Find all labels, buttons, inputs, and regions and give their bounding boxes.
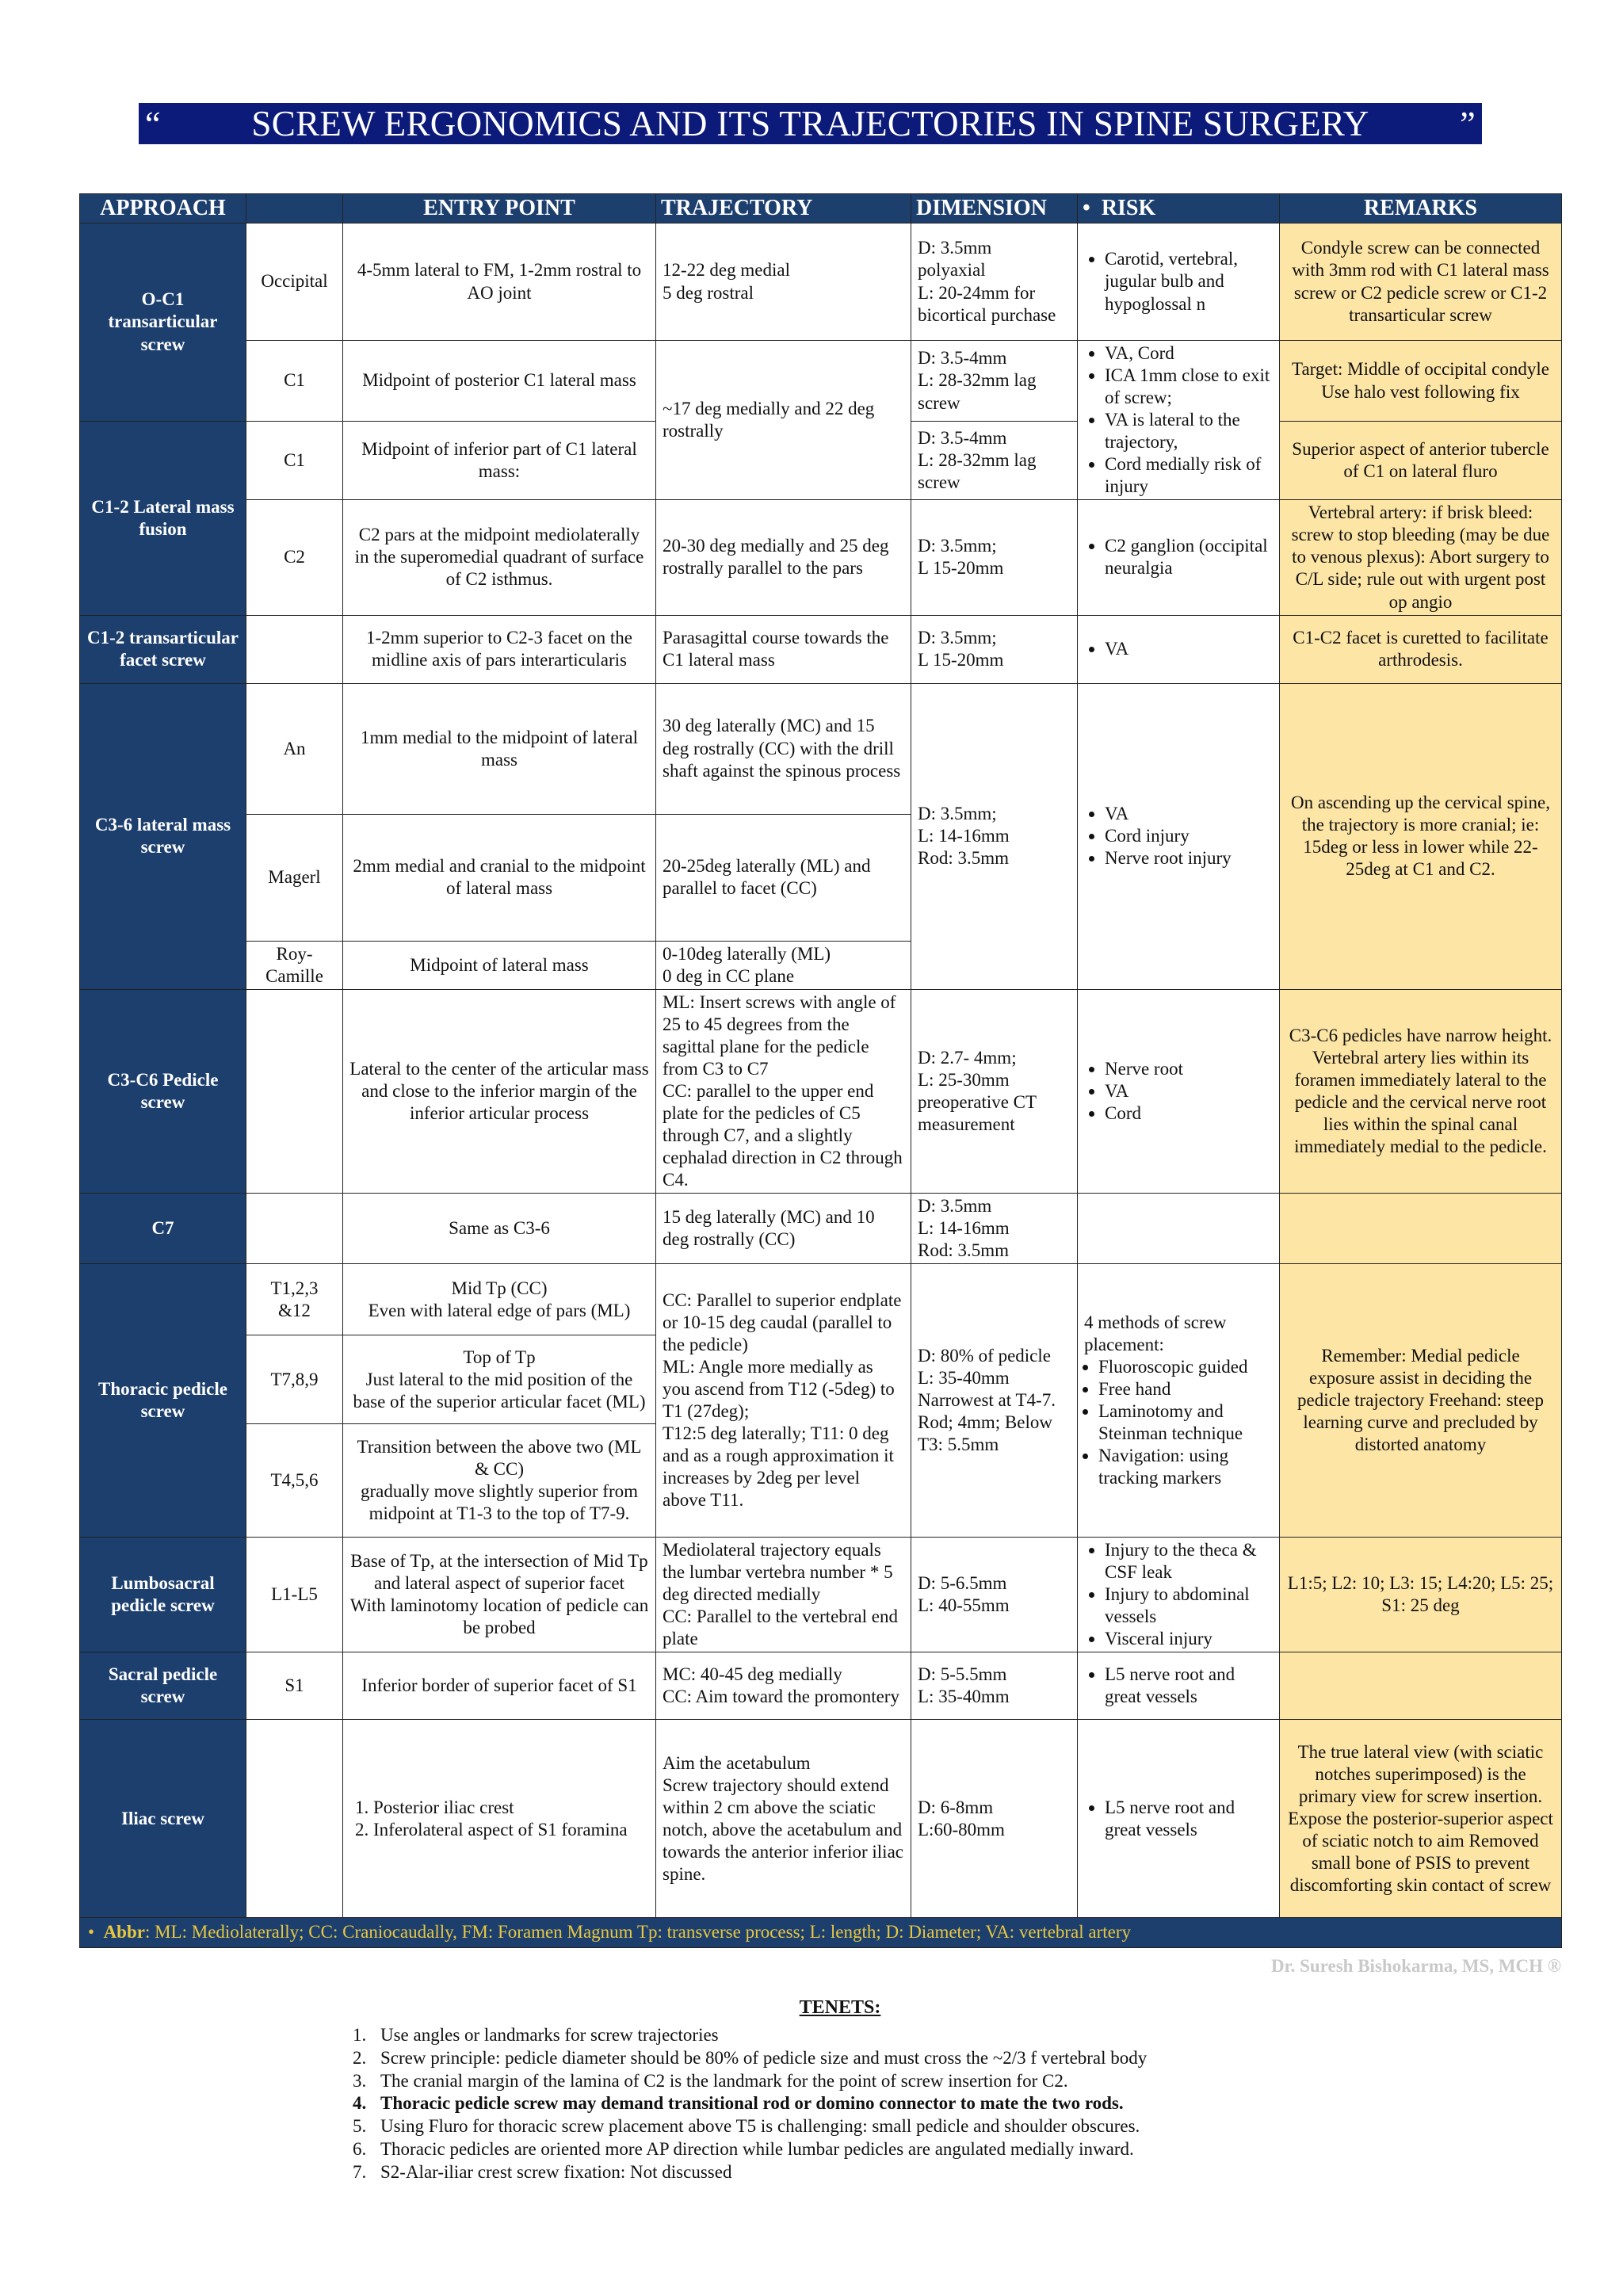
entry-point-cell: 1-2mm superior to C2-3 facet on the midline axis of pars interarticularis [343,615,656,683]
abbreviations-cell: • Abbr: ML: Mediolaterally; CC: Craniocaudally, FM: Foramen Magnum Tp: transverse process; L: length; D: Diameter; VA: vertebral artery [80,1918,1562,1947]
risk-cell [1078,615,1280,683]
table-row [80,1720,1562,1918]
entry-point-cell: 1mm medial to the midpoint of lateral mass [343,683,656,814]
trajectory-cell: 30 deg laterally (MC) and 15 deg rostrally (CC) with the drill shaft against the spinous process [656,683,911,814]
table-row [80,683,1562,814]
risk-item: • VA [1105,803,1273,825]
remarks-cell: On ascending up the cervical spine, the trajectory is more cranial; ie: 15deg or less in lower while 22-25deg at C1 and C2. [1280,683,1562,989]
dimension-cell [911,341,1078,422]
entry-point-cell [343,1424,656,1538]
dimension-cell [911,615,1078,683]
dimension-line: D: 3.5-4mm [918,428,1007,449]
screw-trajectory-table [79,193,1562,1948]
trajectory-cell: 20-30 deg medially and 25 deg rostrally parallel to the pars [656,500,911,615]
entry-line: Even with lateral edge of pars (ML) [368,1300,631,1320]
trajectory-line: Aim the acetabulum [663,1752,811,1773]
dimension-cell [911,1652,1078,1720]
trajectory-cell [656,1264,911,1538]
trajectory-cell [656,223,911,341]
abbr-label: Abbr [103,1922,145,1943]
tenet-item: 6. Thoracic pedicles are oriented more AP direction while lumbar pedicles are angulated medially inward. [371,2138,1331,2161]
risk-cell [1078,1720,1280,1918]
remarks-cell: Remember: Medial pedicle exposure assist in deciding the pedicle trajectory Freehand: steep learning curve and precluded by distorted anatomy [1280,1264,1562,1538]
tenet-item: 3. The cranial margin of the lamina of C2 is the landmark for the point of screw insertion for C2. [371,2070,1331,2093]
risk-item: • VA [1105,1080,1273,1102]
risk-cell [1078,683,1280,989]
dimension-cell [911,1538,1078,1652]
tenet-item: 1. Use angles or landmarks for screw trajectories [371,2024,1331,2047]
dimension-line: D: 3.5mm [918,238,992,258]
level-cell: T1,2,3 &12 [246,1264,343,1335]
dimension-line: preoperative CT measurement [918,1091,1037,1134]
risk-item: • Visceral injury [1105,1628,1273,1650]
title-close-quote: ” [1460,104,1476,143]
dimension-line: D: 3.5mm [918,1196,992,1217]
tenets-title: TENETS: [799,1997,881,2018]
risk-cell [1078,1538,1280,1652]
header-risk-label: RISK [1101,195,1156,220]
approach-o-c1: O-C1 transarticular screw [80,223,246,422]
dimension-line: Rod: 3.5mm [918,1240,1010,1261]
document-title [139,103,1482,144]
risk-item: • L5 nerve root and great vessels [1105,1797,1273,1841]
header-trajectory: TRAJECTORY [656,194,911,223]
trajectory-line: Mediolateral trajectory equals the lumbar vertebra number * 5 deg directed medially [663,1540,893,1605]
remarks-cell: C3-C6 pedicles have narrow height. Vertebral artery lies within its foramen immediately lateral to the pedicle and the cervical nerve root lies within the spinal canal immediately medial to the pedicle. [1280,989,1562,1193]
dimension-cell [911,989,1078,1193]
entry-line: Top of Tp [463,1347,536,1367]
trajectory-cell [656,1652,911,1720]
trajectory-line: CC: Parallel to the vertebral end plate [663,1606,898,1649]
remarks-cell: Superior aspect of anterior tubercle of C1 on lateral fluro [1280,422,1562,500]
entry-point-cell [343,1538,656,1652]
dimension-line: L: 35-40mm [918,1368,1010,1389]
risk-cell [1078,341,1280,500]
dimension-line: Rod; 4mm; Below T3: 5.5mm [918,1412,1052,1455]
entry-point-cell: Midpoint of posterior C1 lateral mass [343,341,656,422]
remarks-cell: The true lateral view (with sciatic notches superimposed) is the primary view for screw insertion. Expose the posterior-superior aspect of sciatic notch to aim Removed small bone of PSIS to prevent discomforting skin contact of screw [1280,1720,1562,1918]
entry-point-cell [343,1264,656,1335]
risk-item: • VA is lateral to the trajectory, [1105,409,1273,453]
risk-item: • VA [1105,638,1273,660]
dimension-line: D: 3.5-4mm [918,348,1007,369]
level-cell [246,1720,343,1918]
dimension-line: polyaxial [918,260,986,281]
remarks-cell: Target: Middle of occipital condyle Use halo vest following fix [1280,341,1562,422]
dimension-line: D: 5-5.5mm [918,1664,1007,1685]
approach-sacral-pedicle: Sacral pedicle screw [80,1652,246,1720]
dimension-line: L:60-80mm [918,1819,1005,1839]
dimension-line: L: 28-32mm lag screw [918,370,1037,413]
entry-point-cell: Midpoint of inferior part of C1 lateral mass: [343,422,656,500]
header-approach: APPROACH [80,194,246,223]
risk-item: • Nerve root injury [1105,847,1273,869]
risk-cell [1078,1194,1280,1264]
tenets-section [349,1996,1331,2183]
level-cell: C1 [246,341,343,422]
risk-cell [1078,500,1280,615]
trajectory-line: Screw trajectory should extend within 2 cm above the sciatic notch, above the acetabulum and towards the anterior inferior iliac spine. [663,1775,903,1885]
trajectory-line: ML: Insert screws with angle of 25 to 45 degrees from the sagittal plane for the pedicle from C3 to C7 [663,991,896,1079]
level-cell [246,989,343,1193]
dimension-cell [911,223,1078,341]
entry-line: With laminotomy location of pedicle can be probed [349,1595,649,1638]
dimension-line: L: 25-30mm [918,1069,1010,1090]
dimension-line: L 15-20mm [918,558,1004,579]
level-cell: Magerl [246,814,343,941]
risk-cell [1078,223,1280,341]
level-cell: T4,5,6 [246,1424,343,1538]
dimension-cell [911,683,1078,989]
entry-line: Base of Tp, at the intersection of Mid Tp and lateral aspect of superior facet [350,1551,648,1594]
dimension-line: L: 14-16mm [918,1218,1010,1239]
trajectory-cell [656,1538,911,1652]
table-row [80,615,1562,683]
trajectory-cell [656,941,911,989]
trajectory-cell: Parasagittal course towards the C1 lateral mass [656,615,911,683]
tenet-item: 5. Using Fluro for thoracic screw placement above T5 is challenging: small pedicle and shoulder obscures. [371,2115,1331,2138]
table-row [80,1652,1562,1720]
dimension-line: L: 20-24mm for bicortical purchase [918,282,1056,325]
dimension-line: D: 3.5mm; [918,536,997,556]
risk-cell [1078,1652,1280,1720]
level-cell: C2 [246,500,343,615]
risk-item: • L5 nerve root and great vessels [1105,1664,1273,1708]
trajectory-line: 12-22 deg medial [663,260,790,281]
tenet-item: 7. S2-Alar-iliar crest screw fixation: Not discussed [371,2161,1331,2184]
abbreviations-row [80,1918,1562,1947]
approach-thoracic-pedicle: Thoracic pedicle screw [80,1264,246,1538]
table-row [80,1264,1562,1335]
dimension-cell [911,422,1078,500]
entry-line: Transition between the above two (ML & CC) [357,1437,642,1480]
header-dimension: DIMENSION [911,194,1078,223]
risk-item: • C2 ganglion (occipital neuralgia [1105,535,1273,579]
entry-point-cell: Same as C3-6 [343,1194,656,1264]
remarks-cell [1280,1194,1562,1264]
entry-point-cell: C2 pars at the midpoint mediolaterally in the superomedial quadrant of surface of C2 isthmus. [343,500,656,615]
level-cell: S1 [246,1652,343,1720]
header-remarks: REMARKS [1280,194,1562,223]
trajectory-cell: 15 deg laterally (MC) and 10 deg rostrally (CC) [656,1194,911,1264]
trajectory-line: 0-10deg laterally (ML) [663,943,831,964]
risk-item: • Carotid, vertebral, jugular bulb and hypoglossal n [1105,248,1273,315]
entry-point-cell: 4-5mm lateral to FM, 1-2mm rostral to AO joint [343,223,656,341]
trajectory-cell: 20-25deg laterally (ML) and parallel to facet (CC) [656,814,911,941]
risk-item: • Laminotomy and Steinman technique [1098,1400,1273,1445]
dimension-line: Narrowest at T4-7. [918,1390,1056,1411]
risk-item: • VA, Cord [1105,342,1273,365]
title-text: SCREW ERGONOMICS AND ITS TRAJECTORIES IN SPINE SURGERY [251,104,1369,143]
level-cell [246,1194,343,1264]
risk-item: • Cord medially risk of injury [1105,453,1273,498]
dimension-cell [911,1264,1078,1538]
table-header-row [80,194,1562,223]
dimension-cell [911,1720,1078,1918]
risk-cell [1078,989,1280,1193]
trajectory-line: MC: 40-45 deg medially [663,1664,842,1685]
remarks-cell [1280,1652,1562,1720]
dimension-line: L 15-20mm [918,650,1004,670]
entry-point-cell [343,1335,656,1424]
dimension-line: L: 28-32mm lag screw [918,450,1037,493]
risk-item: • ICA 1mm close to exit of screw; [1105,365,1273,409]
dimension-line: D: 6-8mm [918,1797,994,1817]
dimension-line: L: 14-16mm [918,826,1010,846]
tenet-item: 4. Thoracic pedicle screw may demand transitional rod or domino connector to mate the two rods. [371,2092,1331,2115]
approach-c1-2-transarticular-facet: C1-2 transarticular facet screw [80,615,246,683]
abbr-text: : ML: Mediolaterally; CC: Craniocaudally, FM: Foramen Magnum Tp: transverse process; L: length; D: Diameter; VA: vertebral artery [144,1922,1132,1943]
trajectory-line: ML: Angle more medially as you ascend from T12 (-5deg) to T1 (27deg); [663,1357,895,1422]
remarks-cell: L1:5; L2: 10; L3: 15; L4:20; L5: 25; S1: 25 deg [1280,1538,1562,1652]
level-cell: An [246,683,343,814]
entry-point-cell [343,1720,656,1918]
header-risk: • RISK [1078,194,1280,223]
entry-item: 1. Posterior iliac crest [373,1797,649,1819]
risk-item: • Injury to abdominal vessels [1105,1584,1273,1628]
risk-item: • Fluoroscopic guided [1098,1356,1273,1378]
entry-line: gradually move slightly superior from midpoint at T1-3 to the top of T7-9. [360,1481,639,1524]
entry-point-cell: 2mm medial and cranial to the midpoint of lateral mass [343,814,656,941]
table-row [80,341,1562,422]
dimension-line: D: 5-6.5mm [918,1573,1007,1594]
entry-point-cell: Lateral to the center of the articular mass and close to the inferior margin of the inferior articular process [343,989,656,1193]
risk-item: • Injury to the theca & CSF leak [1105,1539,1273,1584]
trajectory-line: 5 deg rostral [663,282,754,303]
approach-c3-c6-pedicle: C3-C6 Pedicle screw [80,989,246,1193]
table-row [80,1538,1562,1652]
entry-point-cell: Inferior border of superior facet of S1 [343,1652,656,1720]
risk-item: • Cord [1105,1102,1273,1125]
remarks-cell: Vertebral artery: if brisk bleed: screw to stop bleeding (may be due to venous plexus): Abort surgery to C/L side; rule out with urgent post op angio [1280,500,1562,615]
tenet-item: 2. Screw principle: pedicle diameter should be 80% of pedicle size and must cross the ~2/3 f vertebral body [371,2047,1331,2070]
dimension-line: D: 80% of pedicle [918,1346,1051,1366]
trajectory-line: CC: parallel to the upper end plate for the pedicles of C5 through C7, and a slightly cephalad direction in C2 through C4. [663,1080,903,1190]
trajectory-line: CC: Aim toward the promontery [663,1687,899,1707]
dimension-cell [911,1194,1078,1264]
level-cell: Roy-Camille [246,941,343,989]
approach-c1-2-lateral-mass: C1-2 Lateral mass fusion [80,422,246,616]
approach-lumbosacral-pedicle: Lumbosacral pedicle screw [80,1538,246,1652]
risk-intro: 4 methods of screw placement: [1084,1312,1227,1355]
header-level [246,194,343,223]
entry-item: 2. Inferolateral aspect of S1 foramina [373,1819,649,1841]
level-cell: L1-L5 [246,1538,343,1652]
risk-item: • Free hand [1098,1378,1273,1400]
risk-item: • Nerve root [1105,1058,1273,1080]
approach-c7: C7 [80,1194,246,1264]
risk-item: • Navigation: using tracking markers [1098,1445,1273,1489]
dimension-cell [911,500,1078,615]
table-row [80,223,1562,341]
trajectory-line: T12:5 deg laterally; T11: 0 deg and as a rough approximation it increases by 2deg per level above T11. [663,1423,894,1511]
entry-line: Mid Tp (CC) [451,1278,548,1298]
dimension-line: L: 40-55mm [918,1595,1010,1616]
tenets-list [349,2024,1331,2183]
header-entry-point: ENTRY POINT [343,194,656,223]
approach-c3-6-lateral-mass: C3-6 lateral mass screw [80,683,246,989]
title-open-quote: “ [145,104,161,143]
dimension-line: Rod: 3.5mm [918,848,1010,869]
table-row [80,989,1562,1193]
trajectory-line: CC: Parallel to superior endplate or 10-15 deg caudal (parallel to the pedicle) [663,1289,902,1355]
entry-line: Just lateral to the mid position of the base of the superior articular facet (ML) [353,1369,646,1412]
trajectory-cell [656,989,911,1193]
dimension-line: D: 3.5mm; [918,804,997,824]
risk-item: • Cord injury [1105,825,1273,847]
trajectory-cell [656,1720,911,1918]
risk-cell [1078,1264,1280,1538]
table-row [80,500,1562,615]
level-cell: C1 [246,422,343,500]
dimension-line: D: 2.7- 4mm; [918,1047,1017,1068]
dimension-line: L: 35-40mm [918,1687,1010,1707]
level-cell: T7,8,9 [246,1335,343,1424]
author-signature: Dr. Suresh Bishokarma, MS, MCH ® [1270,1956,1561,1976]
trajectory-cell: ~17 deg medially and 22 deg rostrally [656,341,911,500]
table-row [80,1194,1562,1264]
approach-iliac: Iliac screw [80,1720,246,1918]
level-cell [246,615,343,683]
dimension-line: D: 3.5mm; [918,628,997,648]
entry-point-cell: Midpoint of lateral mass [343,941,656,989]
trajectory-line: 0 deg in CC plane [663,965,795,986]
remarks-cell: C1-C2 facet is curetted to facilitate arthrodesis. [1280,615,1562,683]
remarks-cell: Condyle screw can be connected with 3mm rod with C1 lateral mass screw or C2 pedicle screw or C1-2 transarticular screw [1280,223,1562,341]
level-cell: Occipital [246,223,343,341]
